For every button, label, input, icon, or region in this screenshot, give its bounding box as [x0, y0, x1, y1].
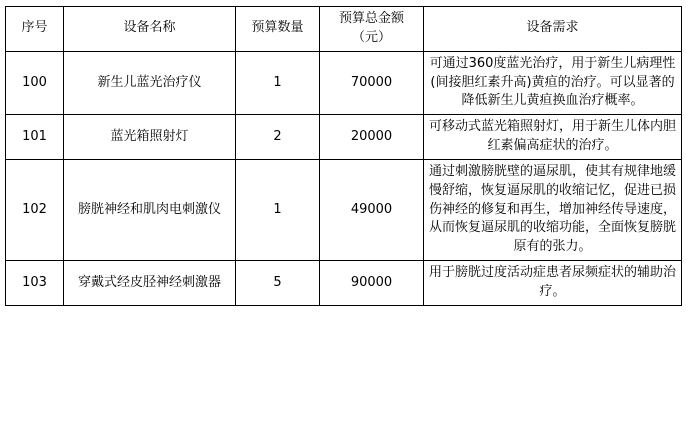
cell-name: 蓝光箱照射灯 — [64, 115, 236, 160]
equipment-budget-table — [5, 6, 682, 306]
cell-no: 100 — [6, 51, 64, 115]
column-header-no: 序号 — [6, 7, 64, 52]
table-row — [6, 51, 682, 115]
column-header-amount-line2: （元） — [351, 29, 391, 45]
cell-need: 通过刺激膀胱壁的逼尿肌，使其有规律地缓慢舒缩，恢复逼尿肌的收缩记忆，促进已损伤神经的修复和再生，增加神经传导速度，从而恢复逼尿肌的收缩功能，全面恢复膀胱原有的张力。 — [424, 159, 682, 260]
table-header-row — [6, 7, 682, 52]
cell-amount: 49000 — [320, 159, 424, 260]
cell-qty: 2 — [236, 115, 320, 160]
table-row — [6, 261, 682, 306]
cell-need: 可通过360度蓝光治疗，用于新生儿病理性(间接胆红素升高)黄疸的治疗。可以显著的降低新生儿黄疸换血治疗概率。 — [424, 51, 682, 115]
cell-no: 101 — [6, 115, 64, 160]
cell-qty: 5 — [236, 261, 320, 306]
column-header-qty: 预算数量 — [236, 7, 320, 52]
cell-amount: 20000 — [320, 115, 424, 160]
table-header — [6, 7, 682, 52]
column-header-need: 设备需求 — [424, 7, 682, 52]
cell-name: 穿戴式经皮胫神经刺激器 — [64, 261, 236, 306]
cell-need: 可移动式蓝光箱照射灯，用于新生儿体内胆红素偏高症状的治疗。 — [424, 115, 682, 160]
column-header-amount-line1: 预算总金额 — [338, 11, 404, 26]
cell-qty: 1 — [236, 51, 320, 115]
column-header-amount — [320, 7, 424, 52]
table-row — [6, 115, 682, 160]
cell-amount: 90000 — [320, 261, 424, 306]
cell-name: 新生儿蓝光治疗仪 — [64, 51, 236, 115]
cell-no: 102 — [6, 159, 64, 260]
cell-name: 膀胱神经和肌肉电刺激仪 — [64, 159, 236, 260]
table-body — [6, 51, 682, 305]
cell-no: 103 — [6, 261, 64, 306]
cell-qty: 1 — [236, 159, 320, 260]
table-row — [6, 159, 682, 260]
column-header-name: 设备名称 — [64, 7, 236, 52]
cell-amount: 70000 — [320, 51, 424, 115]
cell-need: 用于膀胱过度活动症患者尿频症状的辅助治疗。 — [424, 261, 682, 306]
